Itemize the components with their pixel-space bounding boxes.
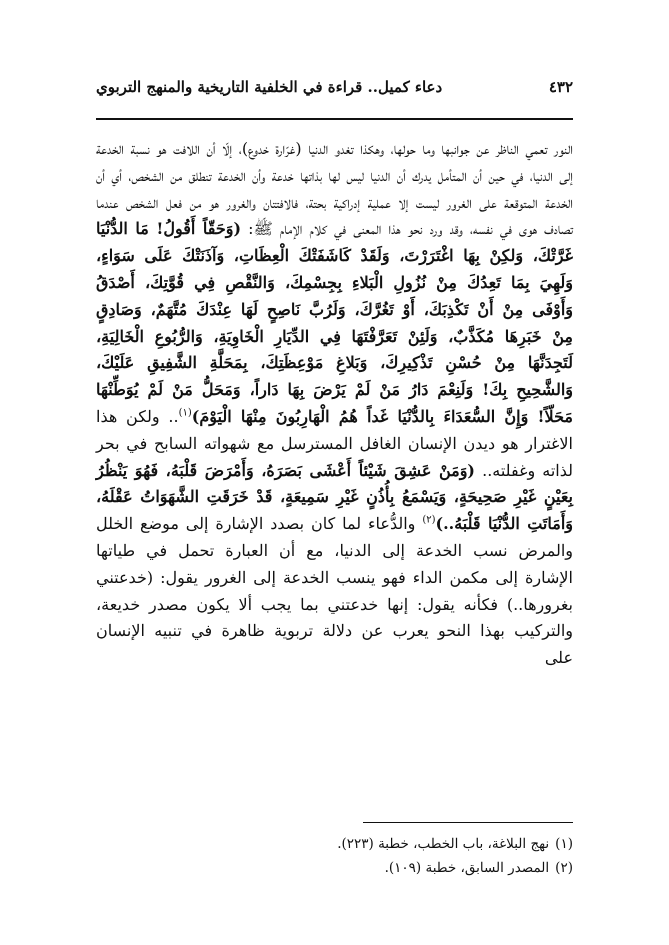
- footnote-text: نهج البلاغة، باب الخطب، خطبة (٢٢٣).: [337, 836, 550, 852]
- quote-nahj-2: (وَمَنْ عَشِقَ شَيْئاً أَعْشَى بَصَرَهُ، وَأَمْرَضَ قَلْبَهُ، فَهُوَ يَنْظُرُ بِعَيْنٍ غَيْرِ صَحِيحَةٍ، وَيَسْمَعُ بِأُذُنٍ غَيْرِ سَمِيعَةٍ، قَدْ خَرَقَتِ الشَّهَوَاتُ عَقْلَهُ، وَأَمَاتَتِ الدُّنْيَا قَلْبَهُ..): [96, 460, 574, 534]
- footnote-text: المصدر السابق، خطبة (١٠٩).: [384, 860, 550, 876]
- footnote-number: (٢): [555, 860, 573, 876]
- text-segment-3: والدُّعاء لما كان بصدد الإشارة إلى موضع الخلل والمرض نسب الخدعة إلى الدنيا، مع أن العبارة تحمل في طياتها الإشارة إلى مكمن الداء فهو ينسب الخدعة إلى الغرور يقول: (خدعتني بغرورها..) فكأنه يقول: إنها خدعتني بما يجب ألا يكون مصدر خديعة، والتركيب بهذا النحو يعرب عن دلالة تربوية ظاهرة في تنبيه الإنسان على: [96, 514, 573, 668]
- header-divider: [96, 118, 573, 120]
- page-header: [96, 76, 573, 98]
- footnote-number: (١): [555, 836, 573, 852]
- footnote-1: [96, 832, 573, 856]
- footnotes: [96, 832, 573, 880]
- footnote-ref-2: (٢): [422, 514, 436, 526]
- quote-nahj-1: (وَحَقّاً أَقُولُ! مَا الدُّنْيَا غَرَّتْكَ، وَلكِنْ بِهَا اغْتَرَرْتَ، وَلَقَدْ كَاشَفَتْكَ الْعِظَاتِ، وَآذَنَتْكَ عَلَى سَوَاءٍ، وَلَهِيَ بِمَا تَعِدُكَ مِنْ نُزُولِ الْبَلاءِ بِجِسْمِكَ، وَالنَّقْصِ فِي قُوَّتِكَ، أَصْدَقُ وَأَوْفَى مِنْ أَنْ تَكْذِبَكَ، أَوْ تَغُرَّكَ، وَلَرُبَّ نَاصِحٍ لَهَا عِنْدَكَ مُتَّهَمٌ، وَصَادِقٍ مِنْ خَبَرِهَا مُكَذَّبٌ، وَلَئِنْ تَعَرَّفْتَهَا فِي الدِّيَارِ الْخَاوِيَةِ، وَالرُّبُوعِ الْخَالِيَةِ، لَتَجِدَنَّهَا مِنْ حُسْنِ تَذْكِيرِكَ، وَبَلاغِ مَوْعِظَتِكَ، بِمَحَلَّةِ الشَّفِيقِ عَلَيْكَ، وَالشَّحِيحِ بِكَ! وَلَنِعْمَ دَارُ مَنْ لَمْ يَرْضَ بِهَا دَاراً، وَمَحَلُّ مَنْ لَمْ يُوَطِّنْهَا مَحَلّاً! وَإِنَّ السُّعَدَاءَ بِالدُّنْيَا غَداً هُمُ الْهَارِبُونَ مِنْهَا الْيَوْمَ): [96, 219, 573, 426]
- footnote-2: [96, 856, 573, 880]
- main-paragraph: [96, 136, 573, 672]
- text-segment-2: .. ولكن هذا الاغترار هو ديدن الإنسان الغافل المسترسل مع شهواته السابح في بحر لذاته وغفلته..: [96, 406, 574, 480]
- footnote-ref-1: (١): [178, 407, 192, 419]
- main-text: [96, 136, 573, 672]
- footnote-divider: [363, 822, 573, 823]
- page-number: ٤٣٢: [548, 78, 573, 96]
- text-segment-1: النور تعمي الناظر عن جوانبها وما حولها، وهكذا تغدو الدنيا (غرّارة خدوع)، إلّا أن اللافت هو نسبة الخدعة إلى الدنيا، في حين أن المتأمل يدرك أن الدنيا ليس لها بذاتها خدعة وأن الخدعة تنطلق من الشخص، أي أن الخدعة المتوقعة على الغرور ليست إلا عملية إدراكية بحتة، فالافتتان والغرور هو من فعل الشخص عندما تصادف هوى في نفسه، وقد ورد نحو هذا المعنى في كلام الإمام ﷺ:: [96, 139, 574, 239]
- running-title: دعاء كميل.. قراءة في الخلفية التاريخية والمنهج التربوي: [96, 78, 443, 96]
